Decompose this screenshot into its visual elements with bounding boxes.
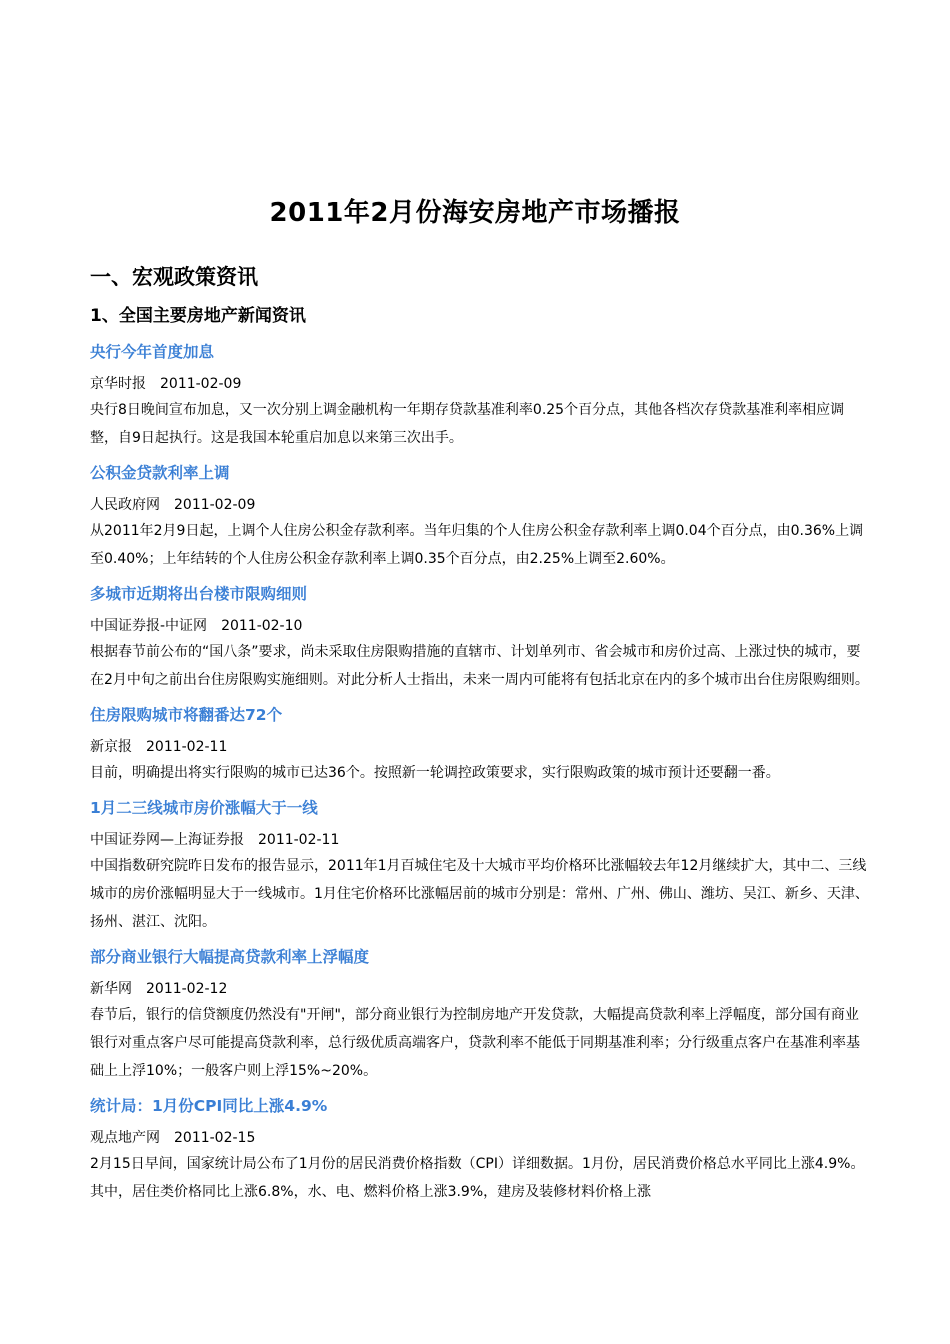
article-date: 2011-02-12 — [146, 981, 228, 997]
article-body: 2月15日早间，国家统计局公布了1月份的居民消费价格指数（CPI）详细数据。1月份，居民消费价格总水平同比上涨4.9%。其中，居住类价格同比上涨6.8%，水、电、燃料价格上涨3.9%，建房及装修材料价格上涨 — [90, 1156, 865, 1200]
article-source-line — [90, 1126, 870, 1150]
article-source: 中国证券报-中证网 — [90, 618, 208, 634]
news-article — [90, 338, 870, 452]
article-body: 春节后，银行的信贷额度仍然没有"开闸"，部分商业银行为控制房地产开发贷款，大幅提高贷款利率上浮幅度，部分国有商业银行对重点客户尽可能提高贷款利率，总行级优质高端客户，贷款利率不能低于同期基准利率；分行级重点客户在基准利率基础上上浮10%；一般客户则上浮15%~20%。 — [90, 1007, 860, 1079]
article-source: 观点地产网 — [90, 1130, 160, 1146]
article-date: 2011-02-15 — [174, 1130, 256, 1146]
article-title: 1月二三线城市房价涨幅大于一线 — [90, 799, 318, 817]
article-source-line — [90, 372, 870, 396]
article-source-line — [90, 977, 870, 1001]
article-body: 从2011年2月9日起，上调个人住房公积金存款利率。当年归集的个人住房公积金存款利率上调0.04个百分点，由0.36%上调至0.40%；上年结转的个人住房公积金存款利率上调0.35个百分点，由2.25%上调至2.60%。 — [90, 523, 864, 567]
article-source-line — [90, 828, 870, 852]
document-title: 2011年2月份海安房地产市场播报 — [269, 198, 681, 228]
article-date: 2011-02-11 — [146, 739, 228, 755]
document-content — [90, 262, 870, 1213]
article-title: 央行今年首度加息 — [90, 343, 215, 361]
article-body: 目前，明确提出将实行限购的城市已达36个。按照新一轮调控政策要求，实行限购政策的城市预计还要翻一番。 — [90, 765, 780, 781]
article-source: 新京报 — [90, 739, 132, 755]
sub-heading: 1、全国主要房地产新闻资讯 — [90, 306, 306, 326]
article-body: 央行8日晚间宣布加息，又一次分别上调金融机构一年期存贷款基准利率0.25个百分点，其他各档次存贷款基准利率相应调整，自9日起执行。这是我国本轮重启加息以来第三次出手。 — [90, 402, 845, 446]
news-article — [90, 459, 870, 573]
article-date: 2011-02-09 — [174, 497, 256, 513]
article-title: 多城市近期将出台楼市限购细则 — [90, 585, 308, 603]
article-source: 京华时报 — [90, 376, 146, 392]
article-date: 2011-02-10 — [221, 618, 303, 634]
article-source: 新华网 — [90, 981, 132, 997]
news-article — [90, 794, 870, 936]
article-date: 2011-02-11 — [258, 832, 340, 848]
article-title: 统计局：1月份CPI同比上涨4.9% — [90, 1097, 328, 1115]
news-article — [90, 580, 870, 694]
article-source-line — [90, 735, 870, 759]
article-date: 2011-02-09 — [160, 376, 242, 392]
article-source-line — [90, 614, 870, 638]
article-body: 根据春节前公布的“国八条”要求，尚未采取住房限购措施的直辖市、计划单列市、省会城市和房价过高、上涨过快的城市，要在2月中旬之前出台住房限购实施细则。对此分析人士指出，未来一周内可能将有包括北京在内的多个城市出台住房限购细则。 — [90, 644, 869, 688]
article-title: 部分商业银行大幅提高贷款利率上浮幅度 — [90, 948, 370, 966]
article-body: 中国指数研究院昨日发布的报告显示，2011年1月百城住宅及十大城市平均价格环比涨幅较去年12月继续扩大，其中二、三线城市的房价涨幅明显大于一线城市。1月住宅价格环比涨幅居前的城市分别是：常州、广州、佛山、潍坊、吴江、新乡、天津、扬州、湛江、沈阳。 — [90, 858, 869, 930]
article-title: 公积金贷款利率上调 — [90, 464, 230, 482]
article-source: 中国证券网—上海证券报 — [90, 832, 244, 848]
news-article — [90, 943, 870, 1085]
section-heading: 一、宏观政策资讯 — [90, 265, 258, 289]
article-source-line — [90, 493, 870, 517]
article-source: 人民政府网 — [90, 497, 160, 513]
news-article — [90, 701, 870, 787]
news-article — [90, 1092, 870, 1206]
article-title: 住房限购城市将翻番达72个 — [90, 706, 283, 724]
